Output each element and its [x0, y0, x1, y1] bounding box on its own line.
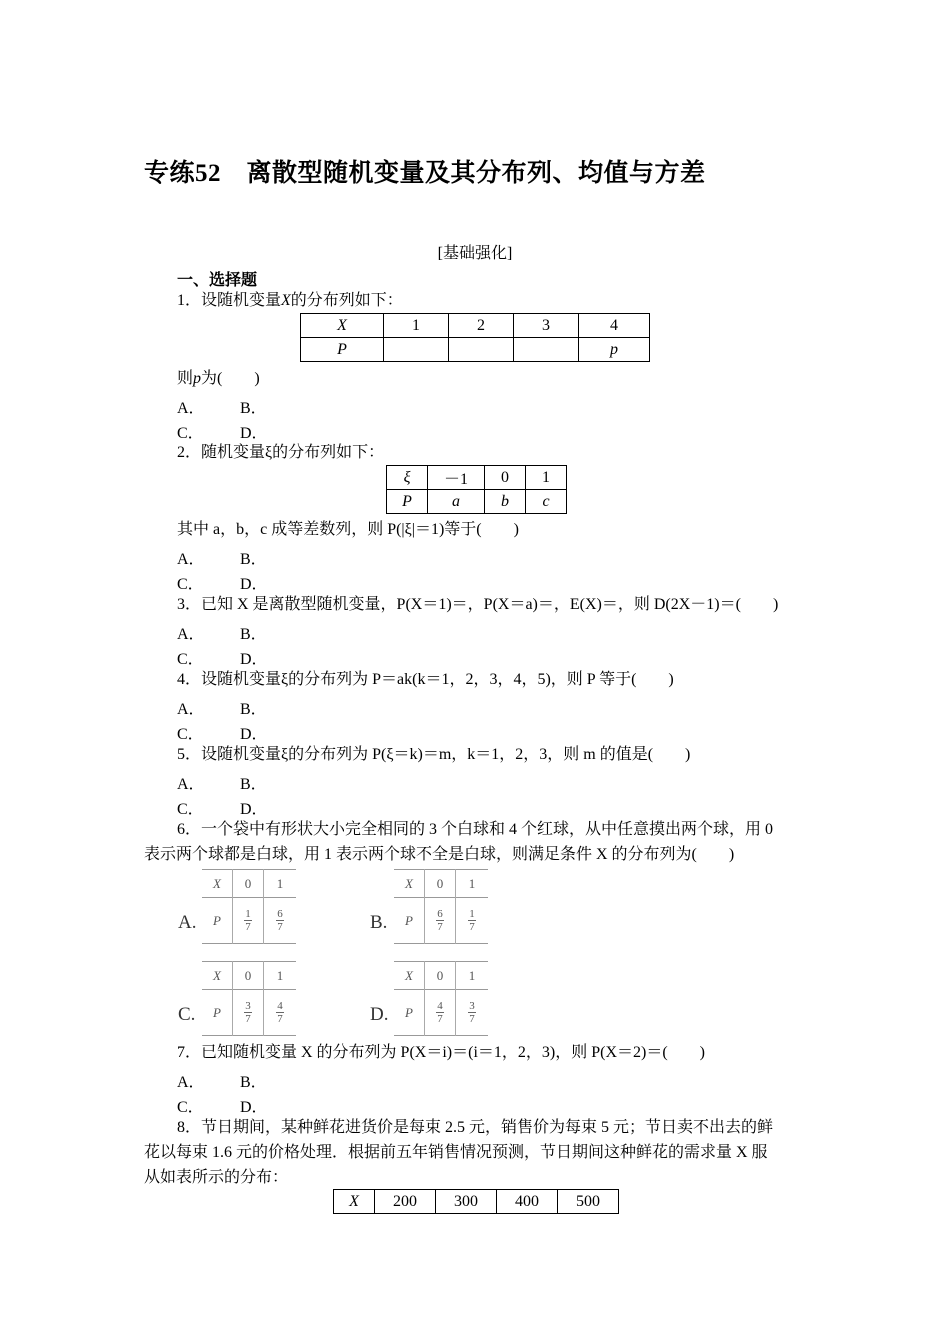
- q5-option-c: C．: [177, 801, 204, 818]
- q3-option-d: D．: [240, 651, 268, 668]
- q4-option-c: C．: [177, 726, 204, 743]
- q4-stem: 4．设随机变量ξ的分布列为 P＝ak(k＝1，2，3，4，5)，则 P 等于( ): [177, 671, 674, 688]
- q2-stem: 2．随机变量ξ的分布列如下：: [177, 444, 385, 461]
- q6-cell: X: [405, 967, 413, 983]
- q6-option-label: A.: [178, 912, 197, 933]
- q8-table: [333, 1189, 619, 1214]
- q6-fraction: $\frac{3}{7}$: [469, 1000, 475, 1025]
- q6-line2: 表示两个球都是白球，用 1 表示两个球不全是白球，则满足条件 X 的分布列为( ): [144, 846, 735, 863]
- q7-option-c: C．: [177, 1099, 204, 1116]
- q7-option-d: D．: [240, 1099, 268, 1116]
- q8-cell: 400: [497, 1190, 558, 1214]
- q7-option-b: B．: [240, 1074, 267, 1091]
- q6-cell: 1: [468, 967, 476, 983]
- q4-option-b: B．: [240, 701, 267, 718]
- q6-option-label: D.: [370, 1004, 389, 1025]
- q1-after: 则p为( ): [177, 370, 260, 387]
- q5-option-d: D．: [240, 801, 268, 818]
- q2-option-c: C．: [177, 576, 204, 593]
- part-heading: 一、选择题: [177, 270, 258, 289]
- q2-option-a: A．: [177, 551, 205, 568]
- q2-cell: P: [402, 492, 412, 510]
- q6-cell: 1: [276, 875, 284, 891]
- q1-cell: 4: [579, 314, 650, 338]
- q5-stem: 5．设随机变量ξ的分布列为 P(ξ＝k)＝m，k＝1，2，3，则 m 的值是( ): [177, 746, 691, 763]
- q6-option-table: [394, 961, 488, 1036]
- q2-cell: b: [501, 492, 509, 510]
- q5-option-b: B．: [240, 776, 267, 793]
- q6-cell: 0: [425, 870, 456, 898]
- q1-cell: [514, 338, 579, 362]
- q8-line2: 花以每束 1.6 元的价格处理．根据前五年销售情况预测，节日期间这种鲜花的需求量 X 服: [144, 1144, 768, 1161]
- q2-cell: c: [542, 492, 550, 510]
- q6-line1: 6．一个袋中有形状大小完全相同的 3 个白球和 4 个红球，从中任意摸出两个球，用 0: [177, 821, 774, 838]
- q1-cell: P: [337, 340, 347, 358]
- q3-stem: 3．已知 X 是离散型随机变量，P(X＝1)＝，P(X＝a)＝，E(X)＝，则 D(2X－1)＝( ): [177, 596, 779, 613]
- q8-line3: 从如表所示的分布：: [144, 1169, 289, 1186]
- q6-fraction: $\frac{4}{7}$: [437, 1000, 443, 1025]
- q2-cell: a: [452, 492, 460, 510]
- q6-option-table: [394, 869, 488, 944]
- q6-fraction: $\frac{6}{7}$: [277, 908, 283, 933]
- q1-cell: X: [337, 316, 347, 334]
- q4-option-a: A．: [177, 701, 205, 718]
- q1-cell: 2: [449, 314, 514, 338]
- q6-cell: 0: [425, 962, 456, 990]
- q6-option-table: [202, 869, 296, 944]
- page-title: 专练52 离散型随机变量及其分布列、均值与方差: [144, 160, 706, 187]
- q6-cell: P: [405, 912, 413, 928]
- q1-cell: p: [610, 340, 618, 358]
- q5-option-a: A．: [177, 776, 205, 793]
- q6-cell: X: [213, 875, 221, 891]
- q3-option-b: B．: [240, 626, 267, 643]
- q2-cell: ξ: [403, 468, 411, 486]
- q6-cell: 0: [233, 870, 264, 898]
- q6-fraction: $\frac{1}{7}$: [469, 908, 475, 933]
- q6-cell: X: [213, 967, 221, 983]
- q6-cell: X: [405, 875, 413, 891]
- q3-option-a: A．: [177, 626, 205, 643]
- q1-option-c: C．: [177, 425, 204, 442]
- q7-stem: 7．已知随机变量 X 的分布列为 P(X＝i)＝(i＝1，2，3)，则 P(X＝2)＝( ): [177, 1044, 705, 1061]
- q8-line1: 8．节日期间，某种鲜花进货价是每束 2.5 元，销售价为每束 5 元；节日卖不出去的鲜: [177, 1119, 774, 1136]
- q8-cell: 300: [436, 1190, 497, 1214]
- q6-option-table: [202, 961, 296, 1036]
- q6-cell: 1: [276, 967, 284, 983]
- q6-fraction: $\frac{3}{7}$: [245, 1000, 251, 1025]
- q6-fraction: $\frac{4}{7}$: [277, 1000, 283, 1025]
- q1-table: [300, 313, 650, 362]
- q3-option-c: C．: [177, 651, 204, 668]
- q1-option-b: B．: [240, 400, 267, 417]
- q1-stem: 1．设随机变量X的分布列如下：: [177, 292, 403, 309]
- q1-cell: 3: [514, 314, 579, 338]
- q8-cell: 200: [375, 1190, 436, 1214]
- q2-option-d: D．: [240, 576, 268, 593]
- q4-option-d: D．: [240, 726, 268, 743]
- q2-option-b: B．: [240, 551, 267, 568]
- q6-cell: P: [213, 912, 221, 928]
- q2-after: 其中 a，b，c 成等差数列，则 P(|ξ|＝1)等于( ): [177, 521, 519, 538]
- q7-option-a: A．: [177, 1074, 205, 1091]
- q1-cell: [449, 338, 514, 362]
- q8-cell: 500: [558, 1190, 619, 1214]
- q6-cell: P: [405, 1004, 413, 1020]
- q6-option-label: B.: [370, 912, 388, 933]
- q6-fraction: $\frac{6}{7}$: [437, 908, 443, 933]
- q2-cell: 0: [485, 466, 526, 490]
- section-heading: [基础强化]: [437, 245, 513, 262]
- q2-table: [386, 465, 567, 514]
- q1-option-d: D．: [240, 425, 268, 442]
- q1-option-a: A．: [177, 400, 205, 417]
- q1-cell: [384, 338, 449, 362]
- q6-option-label: C.: [178, 1004, 196, 1025]
- q6-cell: 0: [233, 962, 264, 990]
- q6-cell: 1: [468, 875, 476, 891]
- q2-cell: －1: [428, 466, 485, 490]
- q8-cell: X: [349, 1192, 359, 1210]
- q1-cell: 1: [384, 314, 449, 338]
- q6-fraction: $\frac{1}{7}$: [245, 908, 251, 933]
- q6-cell: P: [213, 1004, 221, 1020]
- q2-cell: 1: [526, 466, 567, 490]
